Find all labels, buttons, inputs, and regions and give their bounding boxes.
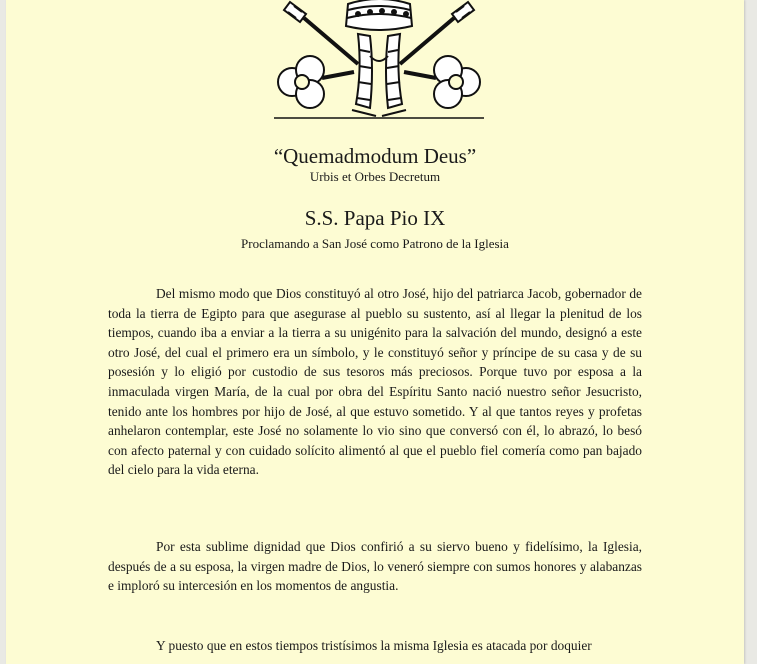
papal-keys-tiara-emblem-icon xyxy=(266,0,492,122)
document-subtitle: Urbis et Orbes Decretum xyxy=(309,169,441,184)
document-author-subtitle: Proclamando a San José como Patrono de la Iglesia xyxy=(241,236,509,251)
document-title: “Quemadmodum Deus” xyxy=(273,144,477,168)
paragraph-1: Del mismo modo que Dios constituyó al otro José, hijo del patriarca Jacob, gobernador de toda la tierra de Egipto para que asegurase al pueblo su sustento, así al llegar la plenitud de los tiempos, cuando iba a enviar a la tierra a su unigénito para la salvación del mundo, designó a este otro José, del cual el primero era un símbolo, y le constituyó señor y príncipe de su casa y de su posesión y lo eligió por custodio de sus tesoros más preciosos. Porque tuvo por esposa a la inmaculada virgen María, de la cual por obra del Espíritu Santo nació nuestro señor Jesucristo, tenido ante los hombres por hijo de José, al que estuvo sometido. Y al que tantos reyes y profetas anhelaron contemplar, este José no solamente lo vio sino que conversó con él, lo abrazó, lo besó con afecto paternal y con cuidado solícito alimentó al que el pueblo fiel comería como pan bajado del cielo para la vida eterna. xyxy=(108,286,642,478)
document-author: S.S. Papa Pio IX xyxy=(304,206,446,230)
document-page xyxy=(6,0,744,664)
paragraph-3: Y puesto que en estos tiempos tristísimos la misma Iglesia es atacada por doquier xyxy=(156,638,592,653)
paragraph-2: Por esta sublime dignidad que Dios confirió a su siervo bueno y fidelísimo, la Iglesia, después de a su esposa, la virgen madre de Dios, lo veneró siempre con sumos honores y alabanzas e imploró su intercesión en los momentos de angustia. xyxy=(108,539,642,594)
